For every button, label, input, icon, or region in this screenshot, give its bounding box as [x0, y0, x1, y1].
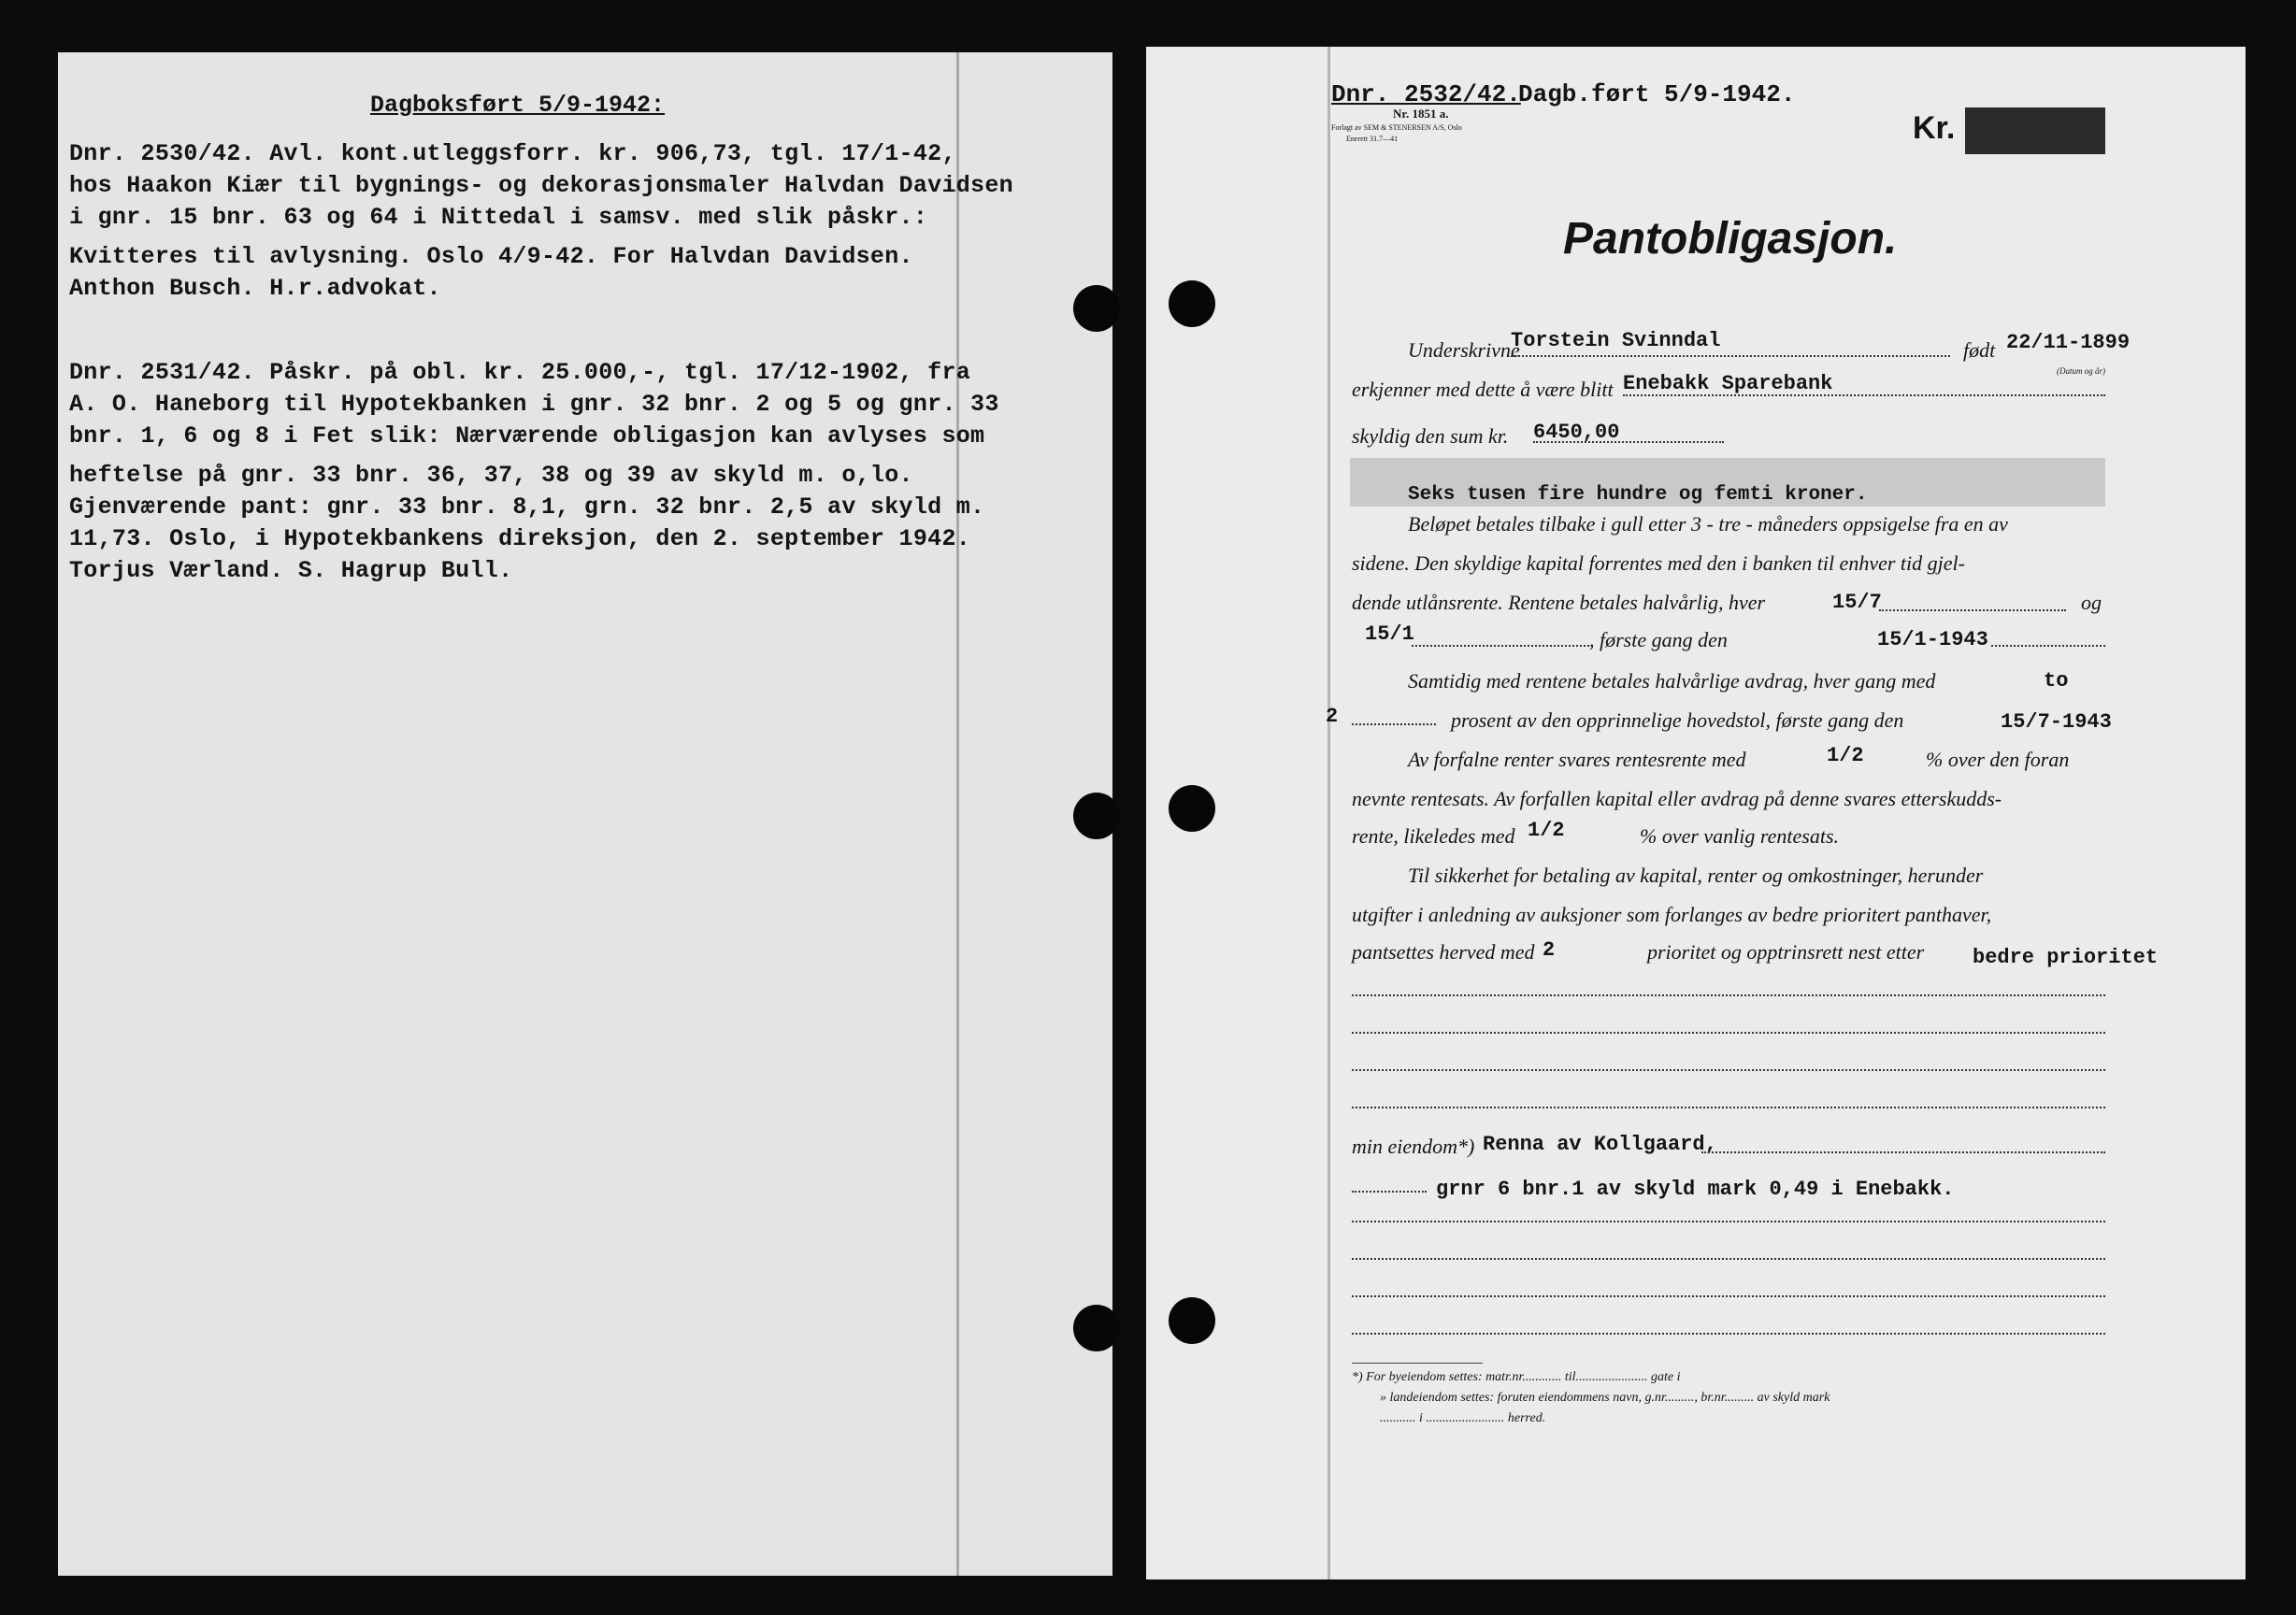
dagb-date: Dagb.ført 5/9-1942.	[1518, 80, 1796, 108]
sum-amount: 6450,00	[1533, 421, 1620, 444]
clause-line: Av forfalne renter svares rentesrente med	[1408, 748, 1746, 771]
fodt-label: født	[1963, 338, 1996, 362]
creditor-name: Enebakk Sparebank	[1623, 372, 1833, 395]
property-name: Renna av Kollgaard,	[1483, 1133, 1717, 1156]
debtor-name: Torstein Svinndal	[1511, 329, 1721, 352]
punch-hole	[1073, 285, 1120, 332]
clause-line: utgifter i anledning av auksjoner som forlanges av bedre prioritert panthaver,	[1352, 903, 1992, 926]
installment-count: to	[2044, 669, 2069, 693]
datum-note: (Datum og år)	[2057, 366, 2105, 376]
underskrivne-label: Underskrivne	[1408, 338, 1520, 362]
left-heading: Dagboksført 5/9-1942:	[370, 92, 666, 119]
clause-word: og	[2081, 591, 2102, 614]
entry1-line: hos Haakon Kiær til bygnings- og dekorasjonsmaler Halvdan Davidsen	[69, 172, 1013, 199]
clause-line: nevnte rentesats. Av forfallen kapital eller avdrag på denne svares etterskudds-	[1352, 787, 2002, 810]
margin-line	[1327, 47, 1330, 1579]
entry1-line: Anthon Busch. H.r.advokat.	[69, 275, 441, 302]
clause-line: % over den foran	[1926, 748, 2070, 771]
entry1-line: Kvitteres til avlysning. Oslo 4/9-42. For Halvdan Davidsen.	[69, 243, 913, 270]
priority-text: bedre prioritet	[1973, 946, 2159, 969]
clause-line: Beløpet betales tilbake i gull etter 3 - tre - måneders oppsigelse fra en av	[1408, 512, 2008, 536]
footnote-line: *) For byeiendom settes: matr.nr............ til...................... gate i	[1352, 1370, 1681, 1384]
margin-number: 2	[1326, 705, 1339, 728]
punch-hole	[1169, 280, 1215, 327]
entry2-line: A. O. Haneborg til Hypotekbanken i gnr. 32 bnr. 2 og 5 og gnr. 33	[69, 391, 999, 418]
footnote-rule	[1352, 1363, 1483, 1364]
interest-date-1: 15/7	[1832, 591, 1882, 614]
entry2-line: Torjus Værland. S. Hagrup Bull.	[69, 557, 513, 584]
publisher-2: Enerett 31.7—41	[1346, 135, 1399, 143]
kr-label: Kr.	[1913, 110, 1956, 146]
sum-in-words: Seks tusen fire hundre og femti kroner.	[1408, 484, 1868, 506]
clause-line: Samtidig med rentene betales halvårlige avdrag, hver gang med	[1408, 669, 1936, 693]
fold-line	[956, 52, 959, 1576]
footnote-line: ........... i ........................ herred.	[1380, 1411, 1546, 1425]
priority-number: 2	[1543, 938, 1556, 962]
entry1-line: i gnr. 15 bnr. 63 og 64 i Nittedal i samsv. med slik påskr.:	[69, 204, 928, 231]
entry2-line: Gjenværende pant: gnr. 33 bnr. 8,1, grn. 32 bnr. 2,5 av skyld m.	[69, 493, 985, 521]
entry2-line: Dnr. 2531/42. Påskr. på obl. kr. 25.000,-, tgl. 17/12-1902, fra	[69, 359, 971, 386]
late-rate: 1/2	[1528, 819, 1565, 842]
clause-line: prosent av den opprinnelige hovedstol, første gang den	[1451, 708, 1904, 732]
clause-line: sidene. Den skyldige kapital forrentes med den i banken til enhver tid gjel-	[1352, 551, 1965, 575]
first-interest-date: 15/1-1943	[1877, 628, 1988, 651]
penalty-rate: 1/2	[1827, 744, 1864, 767]
clause-line: , første gang den	[1589, 628, 1728, 651]
footnote-line: » landeiendom settes: foruten eiendommens navn, g.nr........., br.nr......... av skyld mark	[1380, 1391, 1830, 1405]
punch-hole	[1169, 785, 1215, 832]
clause-line: % over vanlig rentesats.	[1640, 824, 1840, 848]
right-page	[1146, 47, 2246, 1579]
entry1-line: Dnr. 2530/42. Avl. kont.utleggsforr. kr. 906,73, tgl. 17/1-42,	[69, 140, 956, 167]
document-title: Pantobligasjon.	[1563, 214, 1898, 264]
birth-date: 22/11-1899	[2006, 331, 2131, 354]
clause-line: prioritet og opptrinsrett nest etter	[1647, 940, 1925, 964]
punch-hole	[1073, 793, 1120, 839]
clause-line: pantsettes herved med	[1352, 940, 1535, 964]
form-number: Nr. 1851 a.	[1393, 107, 1449, 121]
clause-line: Til sikkerhet for betaling av kapital, renter og omkostninger, herunder	[1408, 864, 1984, 887]
publisher: Forlagt av SEM & STENERSEN A/S, Oslo	[1331, 123, 1462, 132]
entry2-line: heftelse på gnr. 33 bnr. 36, 37, 38 og 39 av skyld m. o,lo.	[69, 462, 913, 489]
clause-line: rente, likeledes med	[1352, 824, 1515, 848]
min-eiendom-label: min eiendom*)	[1352, 1135, 1475, 1158]
entry2-line: 11,73. Oslo, i Hypotekbankens direksjon, den 2. september 1942.	[69, 525, 971, 552]
entry2-line: bnr. 1, 6 og 8 i Fet slik: Nærværende obligasjon kan avlyses som	[69, 422, 985, 450]
dnr-number: Dnr. 2532/42.	[1331, 80, 1521, 108]
property-cadastre: grnr 6 bnr.1 av skyld mark 0,49 i Enebakk.	[1436, 1178, 1955, 1201]
skyldig-label: skyldig den sum kr.	[1352, 424, 1509, 448]
clause-line: dende utlånsrente. Rentene betales halvårlig, hver	[1352, 591, 1766, 614]
punch-hole	[1169, 1297, 1215, 1344]
interest-date-2: 15/1	[1365, 622, 1414, 646]
erkjenner-label: erkjenner med dette å være blitt	[1352, 378, 1614, 401]
first-installment-date: 15/7-1943	[2001, 710, 2112, 734]
punch-hole	[1073, 1305, 1120, 1351]
kr-amount-box	[1965, 107, 2105, 154]
